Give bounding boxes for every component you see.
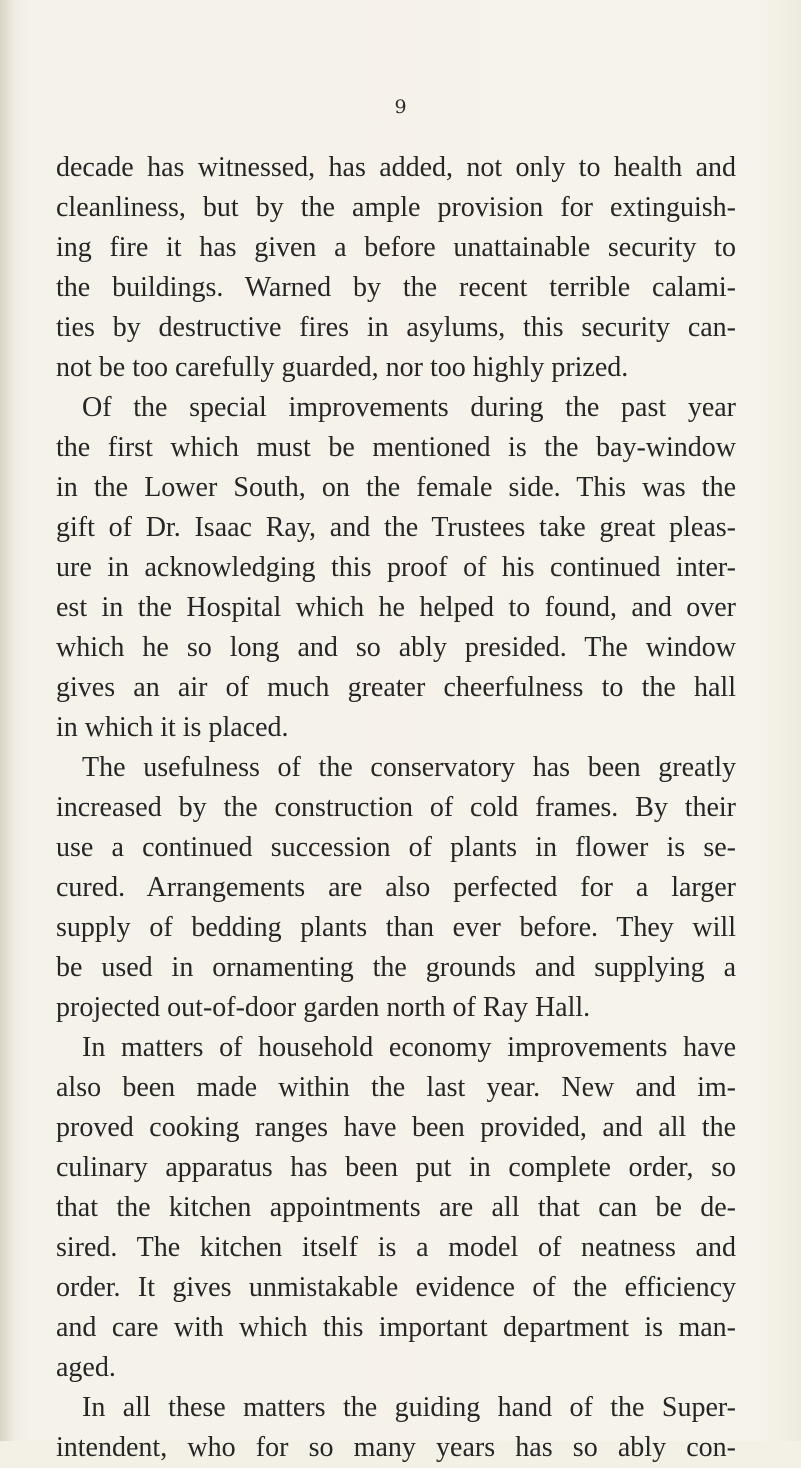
- text-line: ing fire it has given a before unattainable security to: [56, 232, 736, 263]
- text-line: intendent, who for so many years has so ably con-: [56, 1432, 736, 1463]
- text-line: decade has witnessed, has added, not only to health and: [56, 152, 736, 183]
- text-line: in which it is placed.: [56, 712, 289, 743]
- text-line: cured. Arrangements are also perfected for a larger: [56, 872, 736, 903]
- text-line: order. It gives unmistakable evidence of the efficiency: [56, 1272, 736, 1303]
- text-line: aged.: [56, 1352, 116, 1383]
- text-line: est in the Hospital which he helped to found, and over: [56, 592, 736, 623]
- text-line: gift of Dr. Isaac Ray, and the Trustees take great pleas-: [56, 512, 736, 543]
- page-edge-shadow: [0, 0, 14, 1441]
- text-line: In matters of household economy improvements have: [82, 1032, 736, 1063]
- text-line: the first which must be mentioned is the bay-window: [56, 432, 736, 463]
- text-line: Of the special improvements during the past year: [82, 392, 736, 423]
- page-number: 9: [394, 96, 407, 118]
- text-line: which he so long and so ably presided. The window: [56, 632, 736, 663]
- text-line: that the kitchen appointments are all that can be de-: [56, 1192, 736, 1223]
- text-line: supply of bedding plants than ever before. They will: [56, 912, 736, 943]
- text-line: be used in ornamenting the grounds and supplying a: [56, 952, 736, 983]
- text-line: sired. The kitchen itself is a model of neatness and: [56, 1232, 736, 1263]
- text-line: projected out-of-door garden north of Ray Hall.: [56, 992, 591, 1023]
- text-line: culinary apparatus has been put in complete order, so: [56, 1152, 736, 1183]
- text-line: ties by destructive fires in asylums, this security can-: [56, 312, 736, 343]
- text-line: also been made within the last year. New and im-: [56, 1072, 736, 1103]
- text-line: the buildings. Warned by the recent terrible calami-: [56, 272, 736, 303]
- text-line: increased by the construction of cold frames. By their: [56, 792, 736, 823]
- text-line: use a continued succession of plants in flower is se-: [56, 832, 736, 863]
- body-text: [56, 148, 736, 1468]
- text-line: not be too carefully guarded, nor too highly prized.: [56, 352, 629, 383]
- text-line: In all these matters the guiding hand of the Super-: [82, 1392, 736, 1423]
- text-line: ure in acknowledging this proof of his continued inter-: [56, 552, 736, 583]
- text-line: proved cooking ranges have been provided, and all the: [56, 1112, 736, 1143]
- text-line: gives an air of much greater cheerfulness to the hall: [56, 672, 736, 703]
- text-line: The usefulness of the conservatory has been greatly: [82, 752, 736, 783]
- text-line: cleanliness, but by the ample provision for extinguish-: [56, 192, 736, 223]
- text-line: and care with which this important department is man-: [56, 1312, 736, 1343]
- text-line: in the Lower South, on the female side. This was the: [56, 472, 736, 503]
